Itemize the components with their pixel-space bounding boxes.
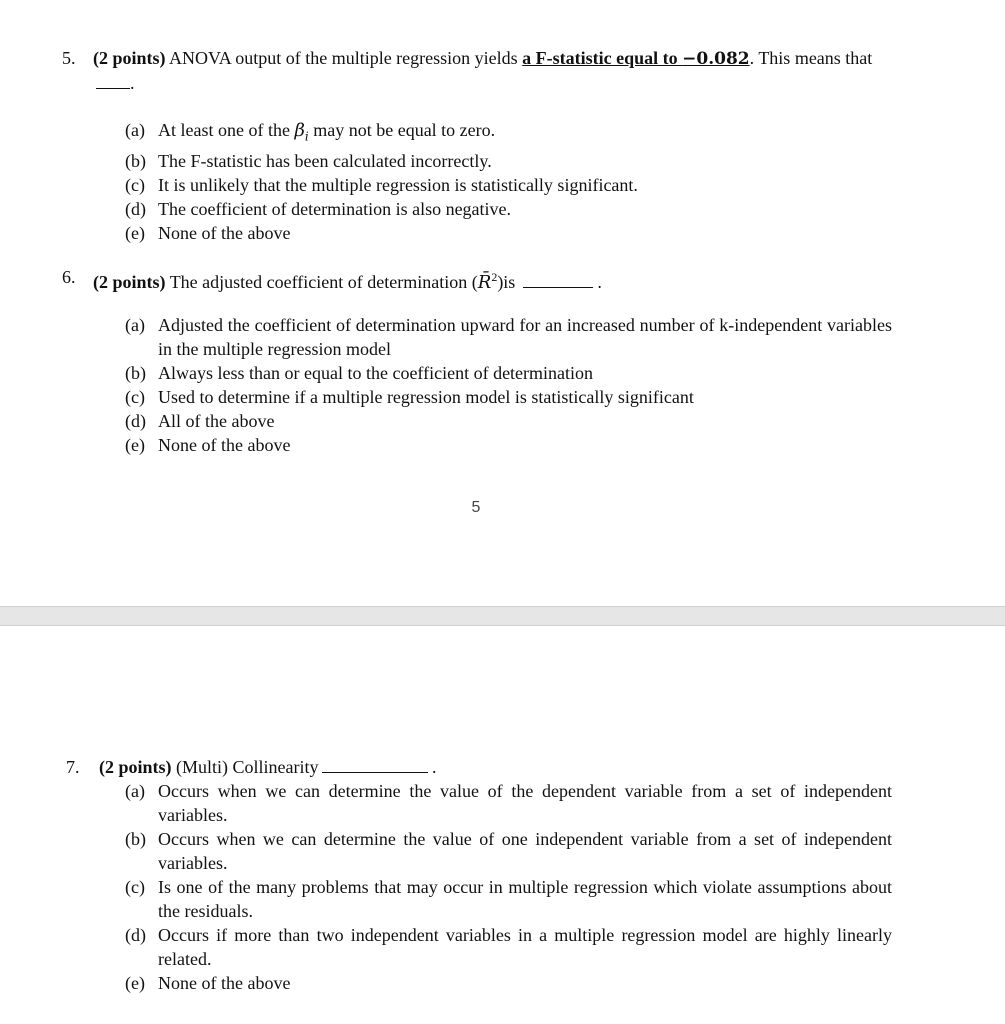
option-label: (e) (125, 435, 145, 455)
stem-trail: . (432, 757, 437, 777)
answer-blank[interactable] (96, 72, 130, 89)
option-c[interactable] (0, 385, 892, 409)
option-text: Used to determine if a multiple regression model is statistically significant (158, 387, 694, 407)
beta-symbol: β (294, 120, 305, 141)
question-points: (2 points) (99, 757, 172, 777)
stem-text-after: . This means that (749, 48, 873, 68)
beta-subscript: i (304, 129, 309, 144)
option-c[interactable] (0, 875, 892, 923)
option-text: Occurs when we can determine the value of the dependent variable from a set of independent variables. (158, 781, 892, 825)
option-text: None of the above (158, 222, 291, 243)
answer-blank[interactable] (322, 756, 428, 773)
option-label: (d) (125, 925, 146, 945)
option-d[interactable] (0, 923, 892, 971)
option-e[interactable] (0, 221, 892, 245)
option-a[interactable] (0, 313, 892, 361)
option-label: (e) (125, 973, 145, 993)
question-5-options (0, 118, 1005, 245)
option-b[interactable] (0, 149, 892, 173)
question-stem (93, 265, 883, 295)
question-6-options (0, 313, 1005, 457)
question-points: (2 points) (93, 48, 166, 68)
option-text: Occurs when we can determine the value of one independent variable from a set of independent variables. (158, 829, 892, 873)
option-e[interactable] (0, 971, 892, 995)
option-text: None of the above (158, 973, 291, 993)
option-text: The coefficient of determination is also negative. (158, 198, 512, 219)
option-label: (c) (125, 387, 145, 407)
option-text: Is one of the many problems that may occur in multiple regression which violate assumptions about the residuals. (158, 877, 892, 921)
option-label: (a) (125, 781, 145, 801)
option-a[interactable] (0, 118, 892, 149)
option-text: Adjusted the coefficient of determination upward for an increased number of k-independent variables in the multiple regression model (158, 315, 892, 359)
option-a[interactable] (0, 779, 892, 827)
question-stem (93, 46, 883, 95)
option-c[interactable] (0, 173, 892, 197)
question-7-options (0, 779, 1005, 995)
stem-trail: . (130, 73, 135, 93)
question-number: 5. (62, 48, 76, 68)
stem-text-after: )is (497, 272, 516, 292)
f-statistic-value: −0.082 (682, 49, 750, 69)
option-d[interactable] (0, 409, 892, 433)
option-label: (a) (125, 120, 145, 140)
option-label: (b) (125, 150, 146, 171)
question-stem (99, 755, 889, 779)
option-text: The F-statistic has been calculated incorrectly. (158, 150, 492, 171)
option-label: (b) (125, 363, 146, 383)
option-label: (e) (125, 222, 145, 243)
stem-text: ANOVA output of the multiple regression yields (165, 48, 523, 68)
question-number: 7. (66, 757, 80, 777)
option-b[interactable] (0, 827, 892, 875)
r-bar-superscript: 2 (491, 270, 498, 284)
option-label: (a) (125, 315, 145, 335)
stem-emphasis (522, 48, 749, 68)
option-text: All of the above (158, 411, 275, 431)
option-text: None of the above (158, 435, 291, 455)
option-d[interactable] (0, 197, 892, 221)
answer-blank[interactable] (523, 271, 593, 288)
option-text: Occurs if more than two independent variables in a multiple regression model are highly linearly related. (158, 925, 892, 969)
option-label: (c) (125, 877, 145, 897)
stem-trail: . (597, 272, 602, 292)
option-text: Always less than or equal to the coefficient of determination (158, 363, 594, 383)
option-text: It is unlikely that the multiple regression is statistically significant. (158, 174, 638, 195)
option-text: At least one of the (158, 120, 295, 140)
option-b[interactable] (0, 361, 892, 385)
option-text-after: may not be equal to zero. (308, 120, 496, 140)
stem-text: (Multi) Collinearity (171, 757, 319, 777)
option-label: (c) (125, 174, 145, 195)
question-points: (2 points) (93, 272, 166, 292)
emphasis-text: a F-statistic equal to (522, 48, 683, 68)
question-number: 6. (62, 267, 76, 287)
option-e[interactable] (0, 433, 892, 457)
page-separator (0, 606, 1005, 626)
page-number: 5 (471, 499, 481, 516)
page-6 (0, 626, 1005, 1024)
option-label: (b) (125, 829, 146, 849)
option-label: (d) (125, 198, 146, 219)
option-label: (d) (125, 411, 146, 431)
r-bar-symbol: R̄ (477, 272, 492, 293)
stem-text: The adjusted coefficient of determination ( (165, 272, 478, 292)
